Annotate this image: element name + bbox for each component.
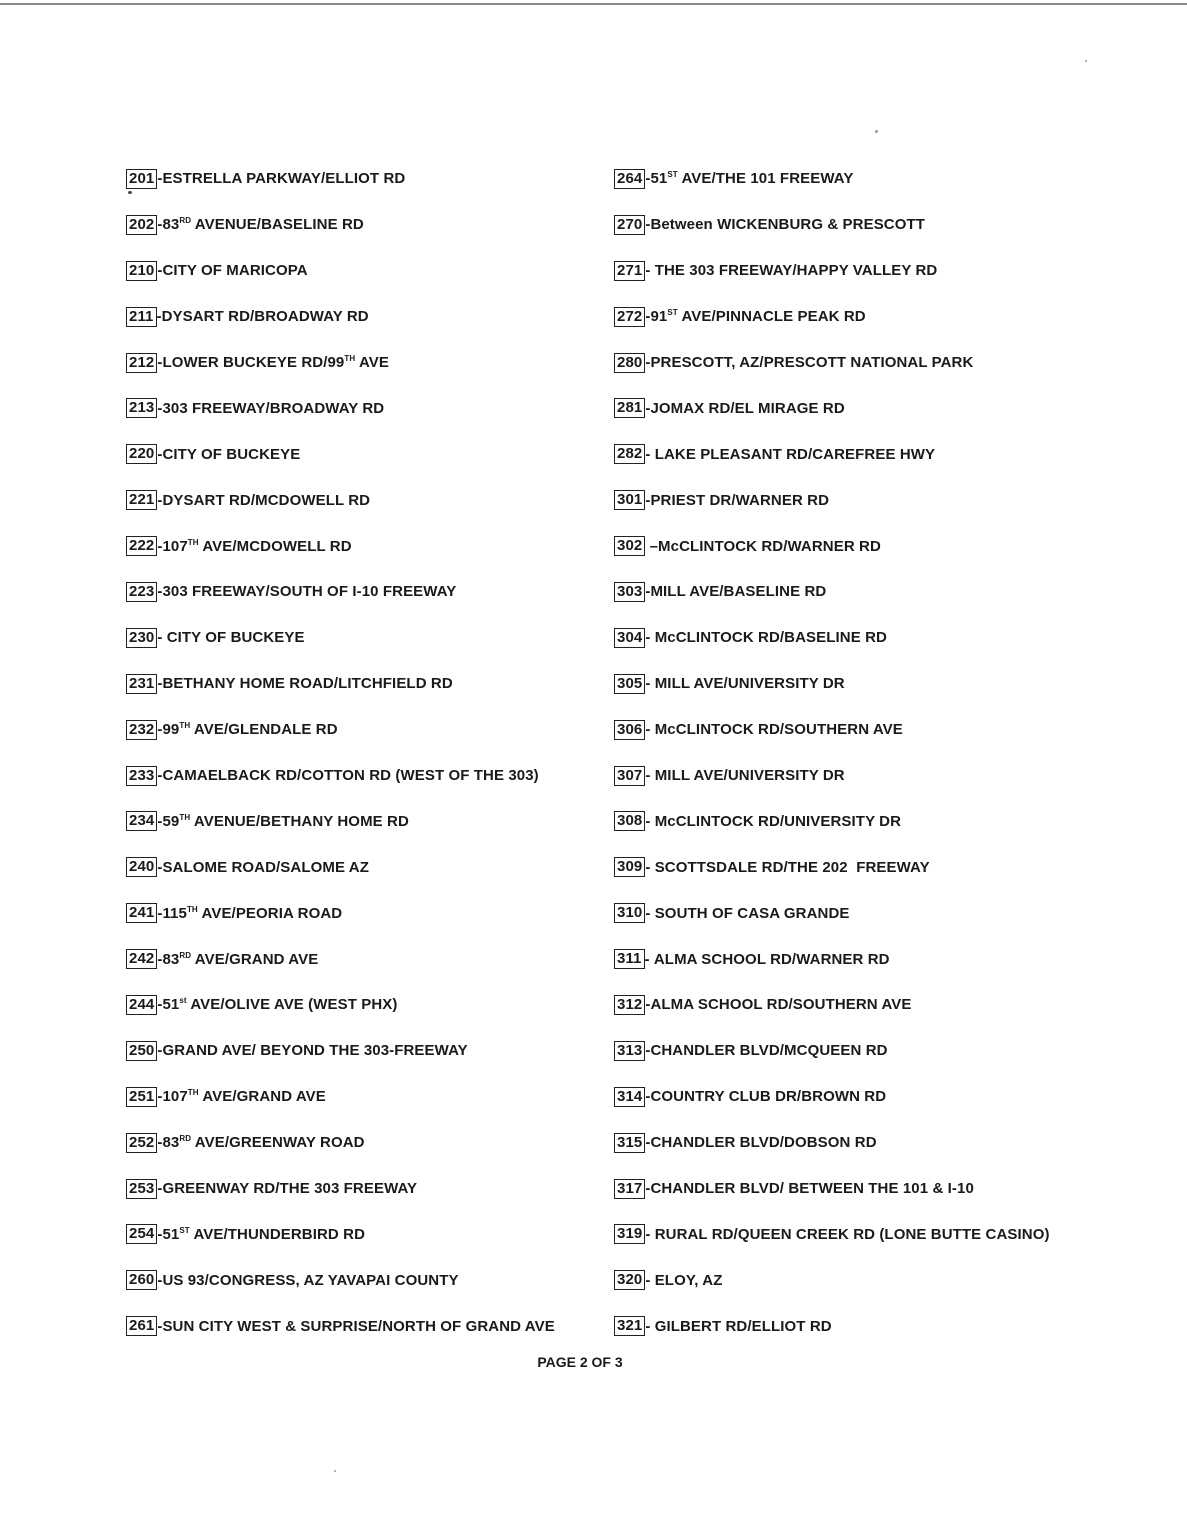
description-text: RURAL RD/QUEEN CREEK RD (LONE BUTTE CASINO) <box>654 1225 1050 1243</box>
description-text: 51 <box>162 996 180 1014</box>
zone-code-box: 201 <box>126 169 157 189</box>
ordinal-suffix: TH <box>344 354 356 363</box>
zone-description <box>655 446 935 463</box>
zone-description <box>162 1042 467 1059</box>
zone-entry <box>614 798 1174 844</box>
ordinal-suffix: ST <box>667 170 678 180</box>
zone-code-box: 253 <box>126 1179 157 1199</box>
separator: - <box>157 537 163 555</box>
zone-code-box: 310 <box>614 903 645 923</box>
description-text: GRAND AVE/ BEYOND THE 303-FREEWAY <box>162 1042 468 1060</box>
zone-description <box>162 308 369 325</box>
separator: - <box>645 904 655 922</box>
zone-code-box: 220 <box>126 444 157 464</box>
zone-description <box>655 905 850 922</box>
description-text: SALOME ROAD/SALOME AZ <box>162 858 369 876</box>
zone-description <box>162 492 370 509</box>
zone-entry <box>614 753 1174 799</box>
separator: - <box>157 721 163 739</box>
separator: - <box>645 1180 651 1198</box>
zone-code-box: 252 <box>126 1133 157 1153</box>
zone-code-box: 242 <box>126 949 157 969</box>
zone-description <box>655 767 845 784</box>
description-text: 83 <box>162 216 180 234</box>
zone-entry <box>126 661 656 707</box>
zone-entry <box>126 1211 656 1257</box>
zone-description <box>162 1272 458 1289</box>
zone-code-box: 315 <box>614 1133 645 1153</box>
description-text: AVENUE/BASELINE RD <box>191 216 364 234</box>
zone-description <box>162 583 456 600</box>
separator: - <box>645 445 655 463</box>
scan-edge-line <box>0 3 1187 5</box>
scan-speck <box>1085 60 1087 62</box>
zone-description <box>162 996 397 1013</box>
zone-entry <box>126 844 656 890</box>
separator: - <box>157 1088 163 1106</box>
separator: - <box>645 262 655 280</box>
zone-description <box>650 308 865 325</box>
zone-entry <box>614 1120 1174 1166</box>
zone-code-box: 270 <box>614 215 645 235</box>
zone-code-box: 232 <box>126 720 157 740</box>
description-text: 83 <box>162 950 180 968</box>
zone-code-box: 282 <box>614 444 645 464</box>
description-text: AVENUE/BETHANY HOME RD <box>190 812 409 830</box>
separator: - <box>645 812 655 830</box>
description-text: SCOTTSDALE RD/THE 202 FREEWAY <box>654 858 930 876</box>
description-text: LAKE PLEASANT RD/CAREFREE HWY <box>654 445 936 463</box>
zone-entry <box>614 385 1174 431</box>
separator: - <box>645 858 655 876</box>
separator: - <box>157 1225 163 1243</box>
zone-entry <box>614 661 1174 707</box>
separator: – <box>645 537 659 555</box>
zone-entry <box>126 982 656 1028</box>
zone-description <box>162 1318 554 1335</box>
description-text: CHANDLER BLVD/MCQUEEN RD <box>650 1042 888 1060</box>
description-text: AVE/GREENWAY ROAD <box>191 1134 365 1152</box>
description-text: 51 <box>650 170 668 188</box>
zone-code-box: 320 <box>614 1270 645 1290</box>
zone-description <box>655 1272 723 1289</box>
ordinal-suffix: TH <box>179 721 191 731</box>
zone-entry <box>614 431 1174 477</box>
separator: - <box>157 996 163 1014</box>
description-text: McCLINTOCK RD/SOUTHERN AVE <box>654 721 903 739</box>
separator: - <box>157 1134 163 1152</box>
description-text: AVE <box>355 354 389 371</box>
description-text: 303 FREEWAY/SOUTH OF I-10 FREEWAY <box>162 583 457 601</box>
description-text: 83 <box>162 1134 180 1152</box>
zone-description <box>655 675 845 692</box>
description-text: AVE/GRAND AVE <box>191 950 319 968</box>
zone-entry <box>614 1257 1174 1303</box>
description-text: AVE/PINNACLE PEAK RD <box>677 308 866 326</box>
zone-entry <box>126 707 656 753</box>
description-text: MILL AVE/BASELINE RD <box>650 583 827 601</box>
zone-code-box: 254 <box>126 1224 157 1244</box>
zone-code-box: 302 <box>614 536 645 556</box>
zone-code-box: 222 <box>126 536 157 556</box>
ordinal-suffix: st <box>179 996 187 1006</box>
zone-code-box: 313 <box>614 1041 645 1061</box>
zone-description <box>162 1134 364 1151</box>
description-text: 59 <box>162 812 180 830</box>
description-text: MILL AVE/UNIVERSITY DR <box>654 675 845 693</box>
ordinal-suffix: TH <box>186 904 198 914</box>
zone-description <box>162 1226 365 1243</box>
zone-description <box>650 216 925 233</box>
zone-code-box: 314 <box>614 1087 645 1107</box>
description-text: Between WICKENBURG & PRESCOTT <box>650 216 926 234</box>
zone-description <box>650 354 973 371</box>
separator: - <box>645 1042 651 1060</box>
description-text: JOMAX RD/EL MIRAGE RD <box>650 399 845 417</box>
zone-code-box: 305 <box>614 674 645 694</box>
zone-code-box: 312 <box>614 995 645 1015</box>
separator: - <box>157 354 163 371</box>
description-text: McCLINTOCK RD/BASELINE RD <box>654 629 887 647</box>
separator: - <box>645 996 651 1014</box>
zone-code-box: 261 <box>126 1316 157 1336</box>
description-text: AVE/OLIVE AVE (WEST PHX) <box>186 996 398 1014</box>
description-text: GREENWAY RD/THE 303 FREEWAY <box>162 1180 418 1198</box>
zone-code-box: 244 <box>126 995 157 1015</box>
description-text: CAMAELBACK RD/COTTON RD (WEST OF THE 303) <box>162 767 539 785</box>
description-text: 115 <box>162 904 187 922</box>
description-text: 107 <box>162 1088 188 1106</box>
zone-entry <box>126 1120 656 1166</box>
zone-description <box>162 216 363 233</box>
description-text: McCLINTOCK RD/WARNER RD <box>658 537 881 555</box>
separator: - <box>644 950 654 968</box>
zone-description <box>655 1226 1050 1243</box>
separator: - <box>157 491 163 509</box>
zone-description <box>650 1180 973 1197</box>
description-text: PRIEST DR/WARNER RD <box>650 491 830 509</box>
description-text: AVE/PEORIA ROAD <box>197 904 343 922</box>
ordinal-suffix: RD <box>179 950 192 960</box>
zone-description <box>167 629 305 646</box>
description-text: COUNTRY CLUB DR/BROWN RD <box>650 1088 887 1106</box>
description-text: ELOY, AZ <box>654 1271 723 1289</box>
zone-entry <box>126 1028 656 1074</box>
separator: - <box>157 812 163 830</box>
zone-description <box>162 767 538 784</box>
separator: - <box>645 1317 655 1335</box>
description-text: ALMA SCHOOL RD/SOUTHERN AVE <box>650 996 912 1014</box>
description-text: ALMA SCHOOL RD/WARNER RD <box>653 950 890 968</box>
separator: - <box>645 1225 655 1243</box>
zone-entry <box>614 1166 1174 1212</box>
zone-code-box: 264 <box>614 169 645 189</box>
description-text: AVE/GLENDALE RD <box>190 721 338 739</box>
zone-code-box: 241 <box>126 903 157 923</box>
zone-code-box: 260 <box>126 1270 157 1290</box>
zone-code-box: 251 <box>126 1087 157 1107</box>
description-text: DYSART RD/MCDOWELL RD <box>162 491 371 509</box>
page-number: PAGE 2 OF 3 <box>537 1354 623 1370</box>
zone-entry <box>614 936 1174 982</box>
description-text: US 93/CONGRESS, AZ YAVAPAI COUNTY <box>162 1271 459 1289</box>
zone-description <box>655 1318 832 1335</box>
zone-entry <box>614 615 1174 661</box>
zone-description <box>655 629 887 646</box>
zone-entry <box>614 1211 1174 1257</box>
zone-entry <box>614 340 1174 386</box>
zone-description <box>162 1180 417 1197</box>
separator: - <box>645 675 655 693</box>
zone-entry <box>126 753 656 799</box>
separator: - <box>157 858 163 876</box>
zone-description <box>655 859 930 876</box>
separator: - <box>156 308 162 326</box>
separator: - <box>157 216 163 234</box>
zone-entry <box>126 477 656 523</box>
separator: - <box>157 675 163 693</box>
description-text: CITY OF BUCKEYE <box>162 445 301 463</box>
separator: - <box>645 308 651 326</box>
separator: - <box>645 354 651 371</box>
zone-entry <box>126 936 656 982</box>
zone-entry <box>614 982 1174 1028</box>
zone-entry <box>614 202 1174 248</box>
zone-description <box>162 538 351 555</box>
description-text: DYSART RD/BROADWAY RD <box>161 308 369 326</box>
zone-description <box>162 905 342 922</box>
zone-code-box: 210 <box>126 261 157 281</box>
separator: - <box>157 1317 163 1335</box>
zone-code-box: 271 <box>614 261 645 281</box>
zone-code-box: 202 <box>126 215 157 235</box>
separator: - <box>645 216 651 234</box>
zone-code-box: 311 <box>614 949 645 969</box>
zone-description <box>655 721 903 738</box>
zone-entry <box>614 248 1174 294</box>
zone-description <box>655 262 938 279</box>
separator: - <box>645 629 655 647</box>
description-text: 99 <box>162 721 180 739</box>
separator: - <box>645 721 655 739</box>
zone-code-box: 234 <box>126 811 157 831</box>
zone-entry <box>126 1303 656 1349</box>
zone-code-box: 250 <box>126 1041 157 1061</box>
zone-description <box>654 951 890 968</box>
zone-description <box>162 400 384 417</box>
zone-entry <box>126 156 656 202</box>
separator: - <box>157 950 163 968</box>
description-text: CHANDLER BLVD/DOBSON RD <box>650 1134 877 1152</box>
zone-code-box: 240 <box>126 857 157 877</box>
separator: - <box>157 445 163 463</box>
zone-entry <box>126 1166 656 1212</box>
description-text: LOWER BUCKEYE RD/99 <box>162 354 345 371</box>
description-text: PRESCOTT, AZ/PRESCOTT NATIONAL PARK <box>650 354 974 371</box>
zone-entry <box>614 1303 1174 1349</box>
zone-entry <box>614 156 1174 202</box>
ordinal-suffix: TH <box>187 537 199 547</box>
ordinal-suffix: TH <box>179 812 191 822</box>
zone-code-box: 281 <box>614 398 645 418</box>
separator: - <box>645 399 651 417</box>
zone-entry <box>614 523 1174 569</box>
zone-entry <box>126 1074 656 1120</box>
scan-speck <box>334 1470 336 1472</box>
zone-entry <box>614 1074 1174 1120</box>
zone-description <box>650 170 853 187</box>
zone-description <box>650 1042 887 1059</box>
separator: - <box>645 491 651 509</box>
separator: - <box>157 262 163 280</box>
zone-entry <box>614 477 1174 523</box>
zone-code-box: 319 <box>614 1224 645 1244</box>
separator: - <box>157 399 163 417</box>
zone-description <box>650 1088 886 1105</box>
zone-description <box>162 675 452 692</box>
description-text: 91 <box>650 308 668 326</box>
description-text: SUN CITY WEST & SURPRISE/NORTH OF GRAND AVE <box>162 1317 555 1335</box>
separator: - <box>645 1088 651 1106</box>
zone-code-box: 304 <box>614 628 645 648</box>
ordinal-suffix: RD <box>179 1134 192 1144</box>
zone-entry <box>126 523 659 569</box>
description-text: AVE/THE 101 FREEWAY <box>677 170 854 188</box>
zone-code-box: 308 <box>614 811 645 831</box>
ordinal-suffix: TH <box>187 1088 199 1098</box>
zone-description <box>162 170 405 187</box>
zone-entry <box>126 202 656 248</box>
zone-code-box: 307 <box>614 766 645 786</box>
zone-description <box>650 583 826 600</box>
zone-entry <box>126 1257 656 1303</box>
zone-entry <box>614 844 1174 890</box>
separator: - <box>157 1042 163 1060</box>
zone-code-box: 212 <box>126 353 157 373</box>
zone-code-box: 303 <box>614 582 645 602</box>
description-text: McCLINTOCK RD/UNIVERSITY DR <box>654 812 902 830</box>
right-zone-list <box>614 156 1174 1349</box>
zone-description <box>162 813 408 830</box>
zone-code-box: 309 <box>614 857 645 877</box>
zone-description <box>162 446 300 463</box>
zone-code-box: 306 <box>614 720 645 740</box>
zone-code-box: 231 <box>126 674 157 694</box>
description-text: SOUTH OF CASA GRANDE <box>654 904 850 922</box>
ordinal-suffix: ST <box>667 308 678 318</box>
zone-code-box: 233 <box>126 766 157 786</box>
zone-entry <box>126 248 656 294</box>
description-text: 107 <box>162 537 188 555</box>
zone-description <box>162 951 318 968</box>
zone-description <box>162 1088 325 1105</box>
separator: - <box>157 629 167 647</box>
zone-description <box>650 996 911 1013</box>
zone-entry <box>126 890 656 936</box>
zone-description <box>658 538 881 555</box>
zone-description <box>162 354 389 371</box>
zone-code-box: 321 <box>614 1316 645 1336</box>
zone-code-box: 280 <box>614 353 645 373</box>
zone-description <box>162 859 369 876</box>
separator: - <box>157 1180 163 1198</box>
description-text: AVE/GRAND AVE <box>198 1088 326 1106</box>
description-text: CHANDLER BLVD/ BETWEEN THE 101 & I-10 <box>650 1180 974 1198</box>
description-text: CITY OF BUCKEYE <box>166 629 305 647</box>
zone-entry <box>614 890 1174 936</box>
zone-code-box: 211 <box>126 307 157 327</box>
zone-entry <box>614 569 1174 615</box>
zone-description <box>650 492 829 509</box>
zone-entry <box>614 294 1174 340</box>
zone-code-box: 223 <box>126 582 157 602</box>
zone-entry <box>126 798 656 844</box>
zone-code-box: 301 <box>614 490 645 510</box>
scan-speck <box>128 191 132 194</box>
description-text: BETHANY HOME ROAD/LITCHFIELD RD <box>162 675 453 693</box>
zone-entry <box>614 707 1174 753</box>
zone-entry <box>126 294 656 340</box>
description-text: 51 <box>162 1225 180 1243</box>
separator: - <box>645 1271 655 1289</box>
zone-code-box: 213 <box>126 398 157 418</box>
zone-entry <box>126 615 656 661</box>
zone-entry <box>126 431 656 477</box>
zone-entry <box>126 569 656 615</box>
description-text: MILL AVE/UNIVERSITY DR <box>654 767 845 785</box>
scan-speck <box>875 130 878 133</box>
description-text: THE 303 FREEWAY/HAPPY VALLEY RD <box>654 262 938 280</box>
zone-description <box>162 721 337 738</box>
description-text: ESTRELLA PARKWAY/ELLIOT RD <box>162 170 406 188</box>
zone-code-box: 230 <box>126 628 157 648</box>
zone-description <box>650 400 844 417</box>
zone-entry <box>126 385 656 431</box>
zone-entry <box>614 1028 1174 1074</box>
description-text: 303 FREEWAY/BROADWAY RD <box>162 399 385 417</box>
separator: - <box>157 767 163 785</box>
separator: - <box>157 1271 163 1289</box>
separator: - <box>645 583 651 601</box>
ordinal-suffix: RD <box>179 216 192 226</box>
ordinal-suffix: ST <box>179 1225 190 1235</box>
separator: - <box>157 904 163 922</box>
zone-code-box: 317 <box>614 1179 645 1199</box>
zone-description <box>650 1134 876 1151</box>
description-text: GILBERT RD/ELLIOT RD <box>654 1317 832 1335</box>
separator: - <box>645 170 651 188</box>
description-text: AVE/THUNDERBIRD RD <box>189 1225 366 1243</box>
separator: - <box>645 1134 651 1152</box>
zone-code-box: 221 <box>126 490 157 510</box>
description-text: CITY OF MARICOPA <box>162 262 308 280</box>
description-text: AVE/MCDOWELL RD <box>198 537 352 555</box>
separator: - <box>157 170 163 188</box>
zone-entry <box>126 340 656 386</box>
zone-code-box: 272 <box>614 307 645 327</box>
separator: - <box>157 583 163 601</box>
separator: - <box>645 767 655 785</box>
zone-description <box>162 262 307 279</box>
zone-description <box>655 813 901 830</box>
